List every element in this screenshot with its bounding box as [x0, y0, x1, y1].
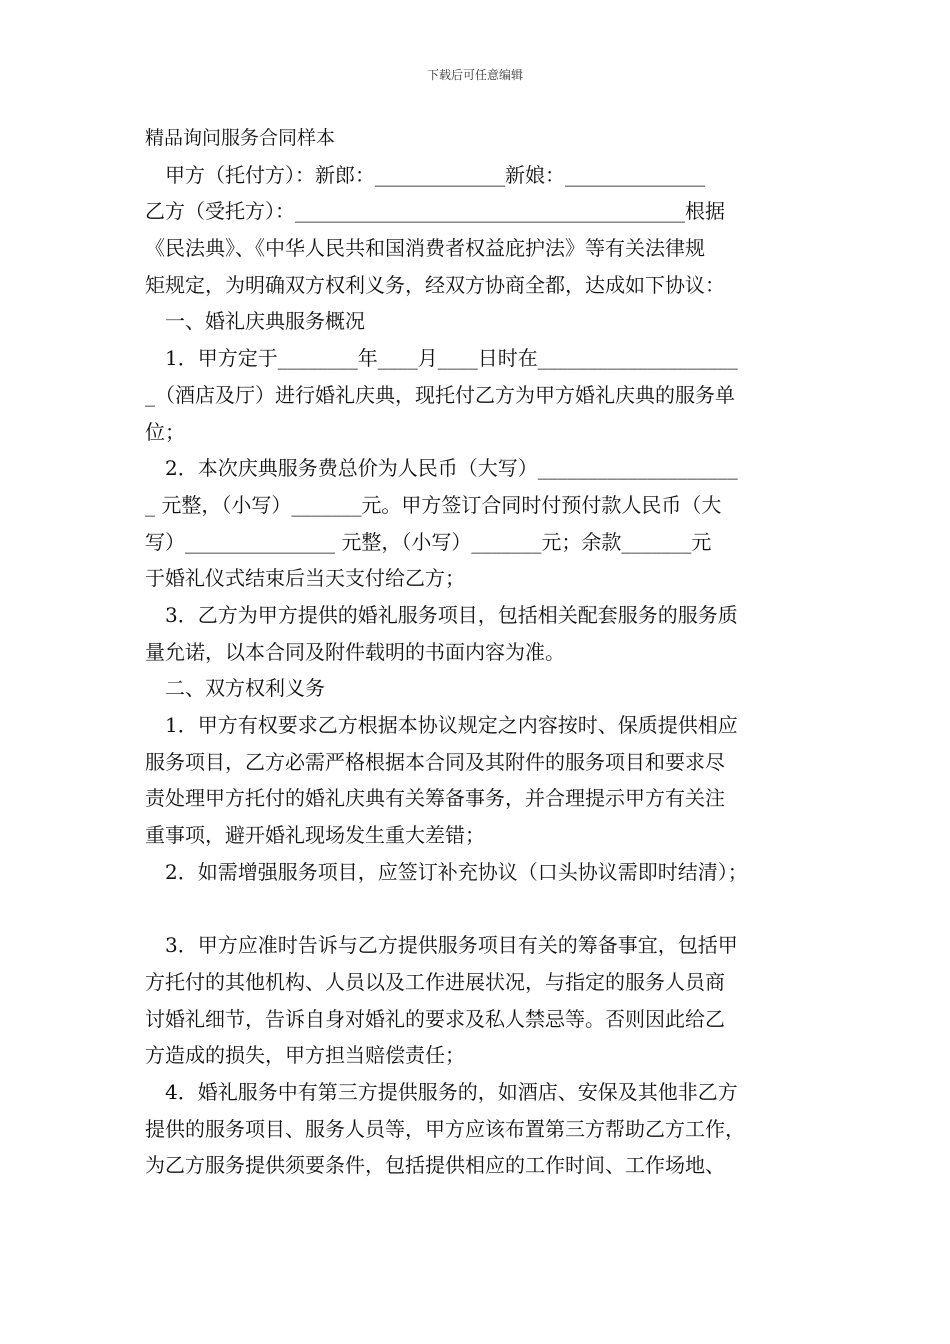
text-line: 4．婚礼服务中有第三方提供服务的，如酒店、安保及其他非乙方 — [145, 1079, 738, 1104]
text-line: 乙方（受托方）：_______________________________________根据 — [145, 199, 725, 224]
text-line: 量允诺，以本合同及附件载明的书面内容为准。 — [145, 639, 565, 664]
text-line: _（酒店及厅）进行婚礼庆典，现托付乙方为甲方婚礼庆典的服务单 — [145, 382, 735, 407]
text-line: _ 元整，（小写）_______元。甲方签订合同时付预付款人民币（大 — [145, 492, 722, 517]
document-title: 精品询问服务合同样本 — [145, 127, 336, 149]
text-line: 提供的服务项目、服务人员等，甲方应该布置第三方帮助乙方工作， — [145, 1116, 745, 1141]
section-heading: 二、双方权利义务 — [145, 676, 325, 701]
text-line: 2．本次庆典服务费总价为人民币（大写）____________________ — [145, 456, 738, 481]
section-heading: 一、婚礼庆典服务概况 — [145, 309, 365, 334]
text-line: 讨婚礼细节，告诉自身对婚礼的要求及私人禁忌等。否则因此给乙 — [145, 1006, 725, 1031]
text-line: 矩规定，为明确双方权利义务，经双方协商全都，达成如下协议： — [145, 272, 725, 297]
text-line: 责处理甲方托付的婚礼庆典有关筹备事务，并合理提示甲方有关注 — [145, 786, 725, 811]
text-line: 于婚礼仪式结束后当天支付给乙方； — [145, 566, 465, 591]
text-line: 写）_______________ 元整，（小写）_______元；余款_______元 — [145, 529, 712, 554]
document-body — [145, 120, 810, 1184]
text-line: 2．如需增强服务项目，应签订补充协议（口头协议需即时结清）； — [145, 859, 748, 884]
text-line: 方托付的其他机构、人员以及工作进展状况，与指定的服务人员商 — [145, 969, 725, 994]
text-line: 3．甲方应准时告诉与乙方提供服务项目有关的筹备事宜，包括甲 — [145, 933, 738, 958]
text-line: 甲方（托付方）：新郎：_____________新娘：______________ — [145, 162, 705, 187]
blank-line — [145, 890, 810, 927]
text-line: 《民法典》、《中华人民共和国消费者权益庇护法》等有关法律规 — [145, 236, 705, 261]
text-line: 方造成的损失，甲方担当赔偿责任； — [145, 1043, 465, 1068]
text-line: 重事项，避开婚礼现场发生重大差错； — [145, 823, 485, 848]
text-line: 1．甲方定于________年____月____日时在____________________ — [145, 346, 738, 371]
header-note: 下载后可任意编辑 — [426, 68, 523, 82]
text-line: 为乙方服务提供须要条件，包括提供相应的工作时间、工作场地、 — [145, 1153, 725, 1178]
text-line: 3．乙方为甲方提供的婚礼服务项目，包括相关配套服务的服务质 — [145, 602, 738, 627]
text-line: 位； — [145, 419, 185, 444]
text-line: 服务项目，乙方必需严格根据本合同及其附件的服务项目和要求尽 — [145, 749, 725, 774]
text-line: 1．甲方有权要求乙方根据本协议规定之内容按时、保质提供相应 — [145, 713, 738, 737]
